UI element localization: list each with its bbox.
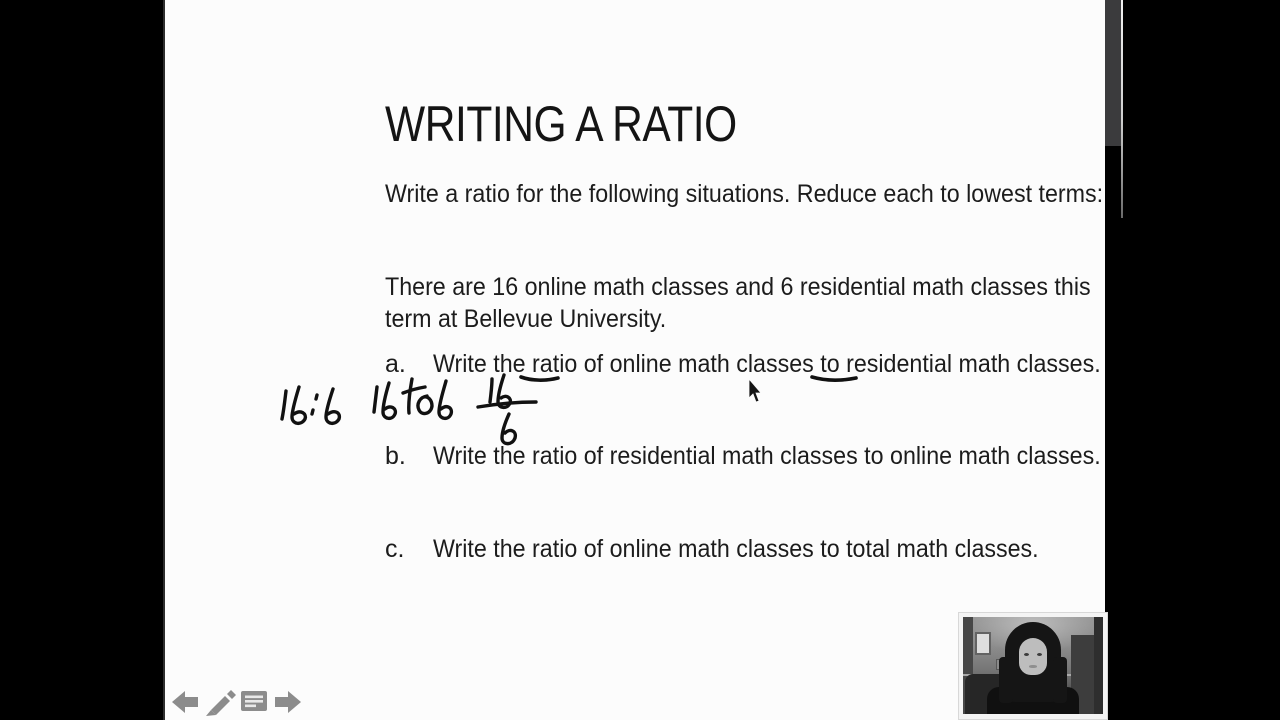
item-a-text: Write the ratio of online math classes to residential math classes. — [433, 350, 1101, 378]
scrollbar-thumb[interactable] — [1105, 0, 1122, 146]
webcam-window — [975, 632, 991, 655]
slide-title — [385, 97, 799, 151]
item-c-label: c. — [385, 535, 405, 563]
webcam-person-hair-left — [999, 657, 1013, 703]
webcam-person-mouth — [1029, 665, 1037, 668]
presenter-webcam — [958, 612, 1108, 720]
webcam-person-face — [1019, 638, 1047, 675]
window-edge-highlight — [1121, 0, 1123, 218]
list-item-a — [385, 350, 1151, 379]
webcam-person-hair-right — [1053, 657, 1067, 703]
list-item-b — [385, 442, 1151, 471]
slide-subtitle: Write a ratio for the following situations. Reduce each to lowest terms: — [385, 180, 1104, 208]
webcam-person-eye-right — [1037, 653, 1042, 656]
forward-arrow-icon[interactable] — [273, 689, 303, 715]
problem-line-2: term at Bellevue University. — [385, 305, 667, 333]
item-a-label: a. — [385, 350, 406, 378]
webcam-person-eye-left — [1024, 653, 1029, 656]
back-arrow-icon[interactable] — [170, 689, 200, 715]
annotation-fraction-denominator-text — [0, 0, 1, 1]
slide-title-text: WRITING A RATIO — [385, 96, 737, 152]
item-b-label: b. — [385, 442, 406, 470]
annotation-colon-form-text — [0, 0, 1, 1]
webcam-right-wall — [1094, 617, 1103, 714]
list-item-c — [385, 535, 1084, 564]
problem-line-1: There are 16 online math classes and 6 residential math classes this — [385, 273, 1091, 301]
annotation-fraction-numerator-text — [0, 0, 1, 1]
webcam-video-feed — [963, 617, 1103, 714]
item-c-text: Write the ratio of online math classes to total math classes. — [433, 535, 1039, 563]
notes-icon[interactable] — [241, 691, 269, 713]
pen-icon[interactable] — [203, 684, 239, 718]
item-b-text: Write the ratio of residential math classes to online math classes. — [433, 442, 1101, 470]
annotation-word-form-text — [0, 0, 1, 1]
problem-statement — [385, 271, 1144, 335]
